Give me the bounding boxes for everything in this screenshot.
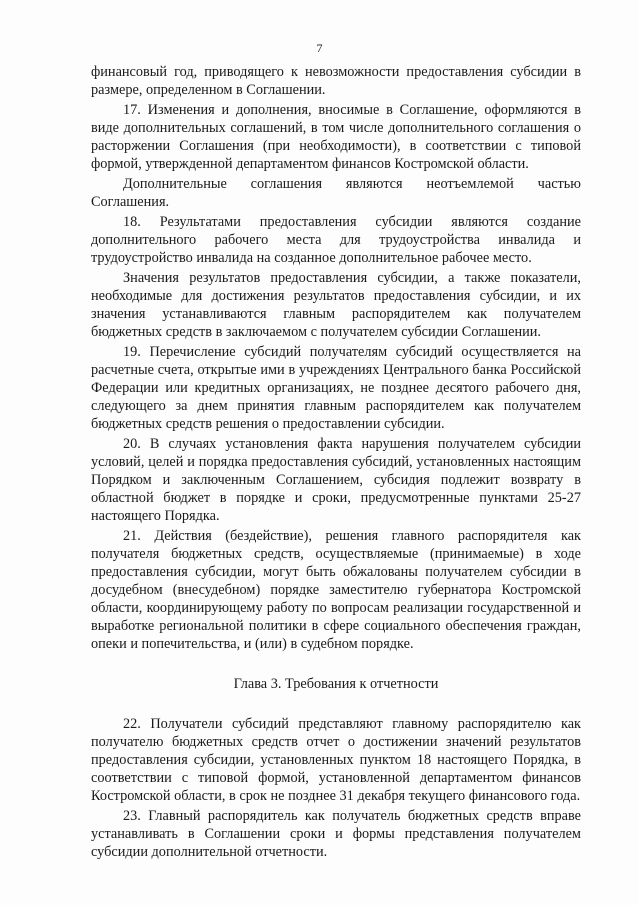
paragraph-22: 22. Получатели субсидий представляют главному распорядителю как получателю бюджетных средств отчет о достижении значений результатов предоставления субсидии, установленных пунктом 18 настоящего Порядка, в соответствии с типовой формой, установленной департаментом финансов Костромской области, в срок не позднее 31 декабря текущего финансового года.: [91, 716, 581, 804]
page-number: 7: [316, 41, 323, 55]
paragraph-21: 21. Действия (бездействие), решения главного распорядителя как получателя бюджетных средств, осуществляемые (принимаемые) в ходе предоставления субсидии, могут быть обжалованы получателем субсидии в досудебном (внесудебном) порядке заместителю губернатора Костромской области, координирующему работу по вопросам реализации государственной и выработке региональной политики в сфере социального обеспечения граждан, опеки и попечительства, и (или) в судебном порядке.: [91, 528, 581, 652]
paragraph-20: 20. В случаях установления факта нарушения получателем субсидии условий, целей и порядка предоставления субсидий, установленных настоящим Порядком и заключенным Соглашением, субсидия подлежит возврату в областной бюджет в порядке и сроки, предусмотренные пунктами 25-27 настоящего Порядка.: [91, 436, 581, 524]
paragraph-continuation: финансовый год, приводящего к невозможности предоставления субсидии в размере, определенном в Соглашении.: [91, 64, 581, 98]
paragraph-additional-agreements: Дополнительные соглашения являются неотъемлемой частью Соглашения.: [91, 176, 581, 210]
chapter-heading: Глава 3. Требования к отчетности: [233, 676, 439, 692]
paragraph-18: 18. Результатами предоставления субсидии являются создание дополнительного рабочего места для трудоустройства инвалида и трудоустройство инвалида на созданное дополнительное рабочее место.: [91, 214, 581, 266]
paragraph-17: 17. Изменения и дополнения, вносимые в Соглашение, оформляются в виде дополнительных соглашений, в том числе дополнительного соглашения о расторжении Соглашения (при необходимости), в соответствии с типовой формой, утвержденной департаментом финансов Костромской области.: [91, 102, 581, 172]
paragraph-19: 19. Перечисление субсидий получателям субсидий осуществляется на расчетные счета, открытые ими в учреждениях Центрального банка Российской Федерации или кредитных организациях, не позднее десятого рабочего дня, следующего за днем принятия главным распорядителем как получателем бюджетных средств решения о предоставлении субсидии.: [91, 344, 581, 432]
paragraph-result-values: Значения результатов предоставления субсидии, а также показатели, необходимые для достижения результатов предоставления субсидии, и их значения устанавливаются главным распорядителем как получателем бюджетных средств в заключаемом с получателем субсидии Соглашении.: [91, 270, 581, 340]
paragraph-23: 23. Главный распорядитель как получатель бюджетных средств вправе устанавливать в Соглашении сроки и формы представления получателем субсидии дополнительной отчетности.: [91, 808, 581, 860]
document-body: [91, 63, 581, 861]
